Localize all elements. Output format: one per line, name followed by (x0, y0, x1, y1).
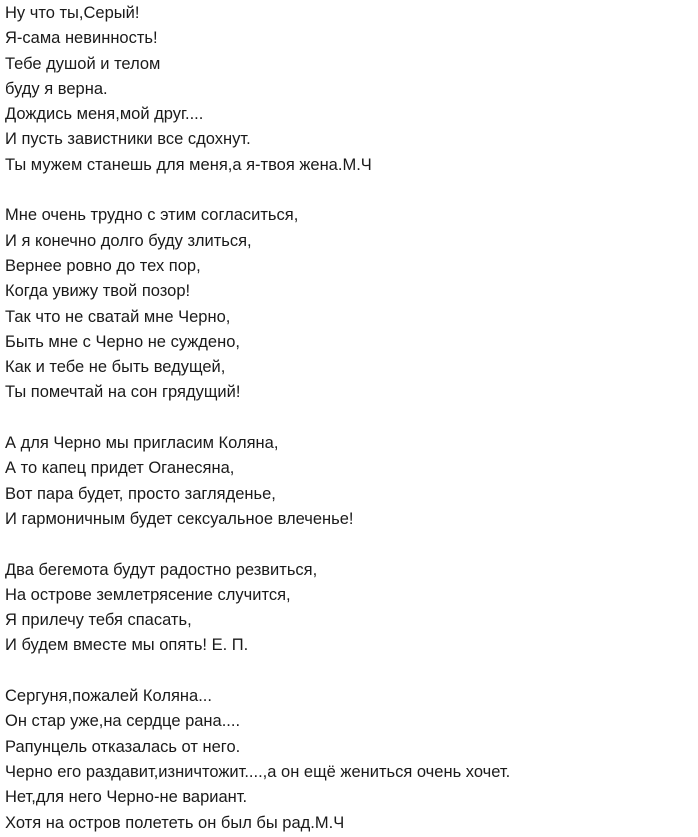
poem-line: Хотя на остров полететь он был бы рад.М.Ч (5, 813, 345, 832)
poem-line: буду я верна. (5, 79, 108, 98)
poem-line: И пусть завистники все сдохнут. (5, 130, 251, 149)
poem-line: И я конечно долго буду злиться, (5, 231, 252, 250)
poem-line: Так что не сватай мне Черно, (5, 307, 231, 326)
stanza-5 (5, 684, 695, 836)
poem-line: Рапунцель отказалась от него. (5, 737, 241, 756)
poem-line: Два бегемота будут радостно резвиться, (5, 560, 318, 579)
poem-line: Как и тебе не быть ведущей, (5, 358, 226, 377)
poem-line: Быть мне с Черно не суждено, (5, 332, 240, 351)
poem-line: На острове землетрясение случится, (5, 585, 291, 604)
poem-line: И гармоничным будет сексуальное влеченье! (5, 509, 354, 528)
poem-line: Дождись меня,мой друг.... (5, 105, 204, 124)
poem-line: Вернее ровно до тех пор, (5, 256, 201, 275)
poem-line: Ну что ты,Серый! (5, 4, 140, 22)
poem-line: Ты помечтай на сон грядущий! (5, 383, 241, 402)
poem-line: Ты мужем станешь для меня,а я-твоя жена.М.Ч (5, 155, 372, 174)
poem-line: Нет,для него Черно-не вариант. (5, 788, 248, 807)
poem-line: Вот пара будет, просто загляденье, (5, 484, 276, 503)
poem-line: Тебе душой и телом (5, 54, 161, 73)
poem-line: Черно его раздавит,изничтожит....,а он ещё жениться очень хочет. (5, 762, 511, 781)
poem-line: Я прилечу тебя спасать, (5, 611, 192, 630)
stanza-1 (5, 1, 695, 178)
stanza-2 (5, 203, 695, 405)
poem-line: Он стар уже,на сердце рана.... (5, 712, 241, 731)
stanza-4 (5, 558, 695, 659)
stanza-3 (5, 431, 695, 532)
poem-line: А для Черно мы пригласим Коляна, (5, 434, 279, 453)
poem-document (5, 1, 695, 836)
poem-line: А то капец придет Оганесяна, (5, 459, 235, 478)
poem-line: Сергуня,пожалей Коляна... (5, 687, 212, 706)
poem-line: И будем вместе мы опять! Е. П. (5, 636, 249, 655)
poem-line: Когда увижу твой позор! (5, 282, 191, 301)
poem-line: Мне очень трудно с этим согласиться, (5, 206, 299, 225)
poem-line: Я-сама невинность! (5, 29, 158, 48)
